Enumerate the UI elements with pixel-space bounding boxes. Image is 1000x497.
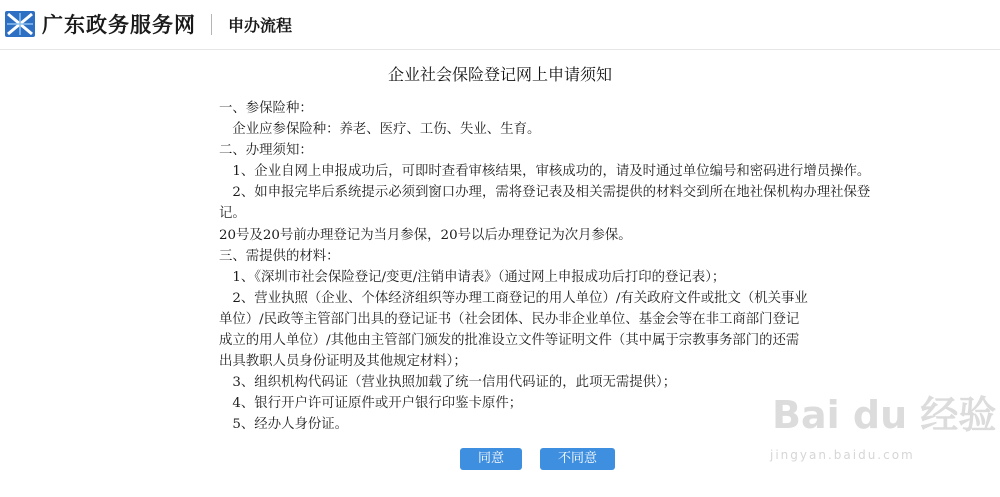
site-header bbox=[0, 0, 1000, 50]
notice-line: 企业应参保险种：养老、医疗、工伤、失业、生育。 bbox=[219, 122, 541, 138]
notice-line: 2、如申报完毕后系统提示必须到窗口办理，需将登记表及相关需提供的材料交到所在地社保机构办理社保登 bbox=[219, 185, 871, 201]
notice-line: 单位）/民政等主管部门出具的登记证书（社会团体、民办非企业单位、基金会等在非工商部门登记 bbox=[219, 311, 800, 327]
notice-line: 1、《深圳市社会保险登记/变更/注销申请表》（通过网上申报成功后打印的登记表）； bbox=[219, 269, 726, 285]
header-divider bbox=[211, 14, 212, 35]
notice-line: 成立的用人单位）/其他由主管部门颁发的批准设立文件等证明文件（其中属于宗教事务部门的还需 bbox=[219, 333, 800, 349]
notice-title: 企业社会保险登记网上申请须知 bbox=[387, 65, 612, 84]
notice-line: 三、需提供的材料： bbox=[219, 248, 340, 264]
watermark bbox=[760, 384, 997, 484]
notice-line: 4、银行开户许可证原件或开户银行印鉴卡原件； bbox=[219, 396, 523, 412]
logo-icon bbox=[5, 11, 35, 37]
breadcrumb: 申办流程 bbox=[228, 16, 293, 35]
disagree-button[interactable]: 不同意 bbox=[540, 448, 615, 470]
notice-line: 5、经办人身份证。 bbox=[219, 417, 349, 433]
notice-line: 1、企业自网上申报成功后，可即时查看审核结果，审核成功的，请及时通过单位编号和密码进行增员操作。 bbox=[219, 164, 871, 180]
watermark-logo: Bai du 经验 bbox=[772, 393, 997, 437]
notice-line: 一、参保险种： bbox=[219, 101, 313, 116]
site-name[interactable]: 广东政务服务网 bbox=[42, 13, 196, 37]
notice-line: 3、组织机构代码证（营业执照加载了统一信用代码证的，此项无需提供）； bbox=[219, 375, 677, 391]
notice-line: 二、办理须知： bbox=[219, 143, 313, 159]
notice-line: 20号及20号前办理登记为当月参保，20号以后办理登记为次月参保。 bbox=[219, 227, 632, 243]
watermark-url: jingyan.baidu.com bbox=[770, 448, 915, 462]
notice-line: 出具教职人员身份证明及其他规定材料）； bbox=[219, 354, 467, 370]
agree-button[interactable]: 同意 bbox=[460, 448, 522, 470]
notice-line: 记。 bbox=[219, 206, 246, 222]
notice-line: 2、营业执照（企业、个体经济组织等办理工商登记的用人单位）/有关政府文件或批文（机关事业 bbox=[219, 290, 808, 306]
